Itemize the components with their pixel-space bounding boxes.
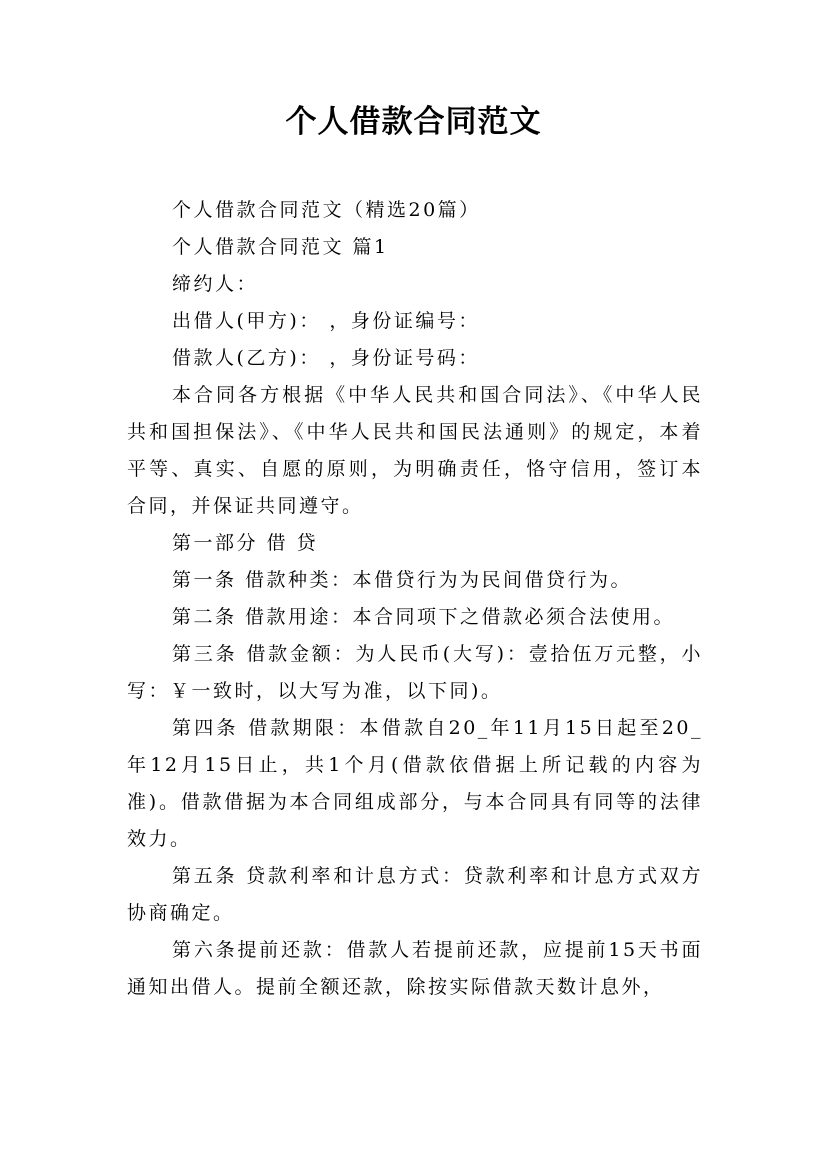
paragraph: 个人借款合同范文 篇1 [172,236,389,258]
paragraph: 借款人(乙方)： ，身份证号码： [172,347,480,369]
paragraph: 个人借款合同范文（精选20篇） [172,199,481,221]
paragraph: 第五条 贷款利率和计息方式：贷款利率和计息方式双方协商确定。 [127,865,703,924]
paragraph: 缔约人： [172,273,259,295]
paragraph: 第六条提前还款：借款人若提前还款，应提前15天书面通知出借人。提前全额还款，除按实际借款天数计息外， [127,939,703,998]
paragraph: 第四条 借款期限：本借款自20_年11月15日起至20_年12月15日止，共1个月(借款依借据上所记载的内容为准)。借款借据为本合同组成部分，与本合同具有同等的法律效力。 [127,717,703,850]
document-body [127,192,703,1006]
paragraph: 出借人(甲方)： ，身份证编号： [172,310,480,332]
paragraph: 第二条 借款用途：本合同项下之借款必须合法使用。 [172,606,676,628]
paragraph: 第一条 借款种类：本借贷行为为民间借贷行为。 [172,569,633,591]
paragraph: 本合同各方根据《中华人民共和国合同法》、《中华人民共和国担保法》、《中华人民共和国民法通则》的规定，本着平等、真实、自愿的原则，为明确责任，恪守信用，签订本合同，并保证共同遵守。 [127,384,703,517]
paragraph: 第三条 借款金额：为人民币(大写)：壹拾伍万元整，小写：￥一致时，以大写为准，以下同)。 [127,643,703,702]
document-title: 个人借款合同范文 [285,104,542,140]
paragraph: 第一部分 借 贷 [172,532,319,554]
